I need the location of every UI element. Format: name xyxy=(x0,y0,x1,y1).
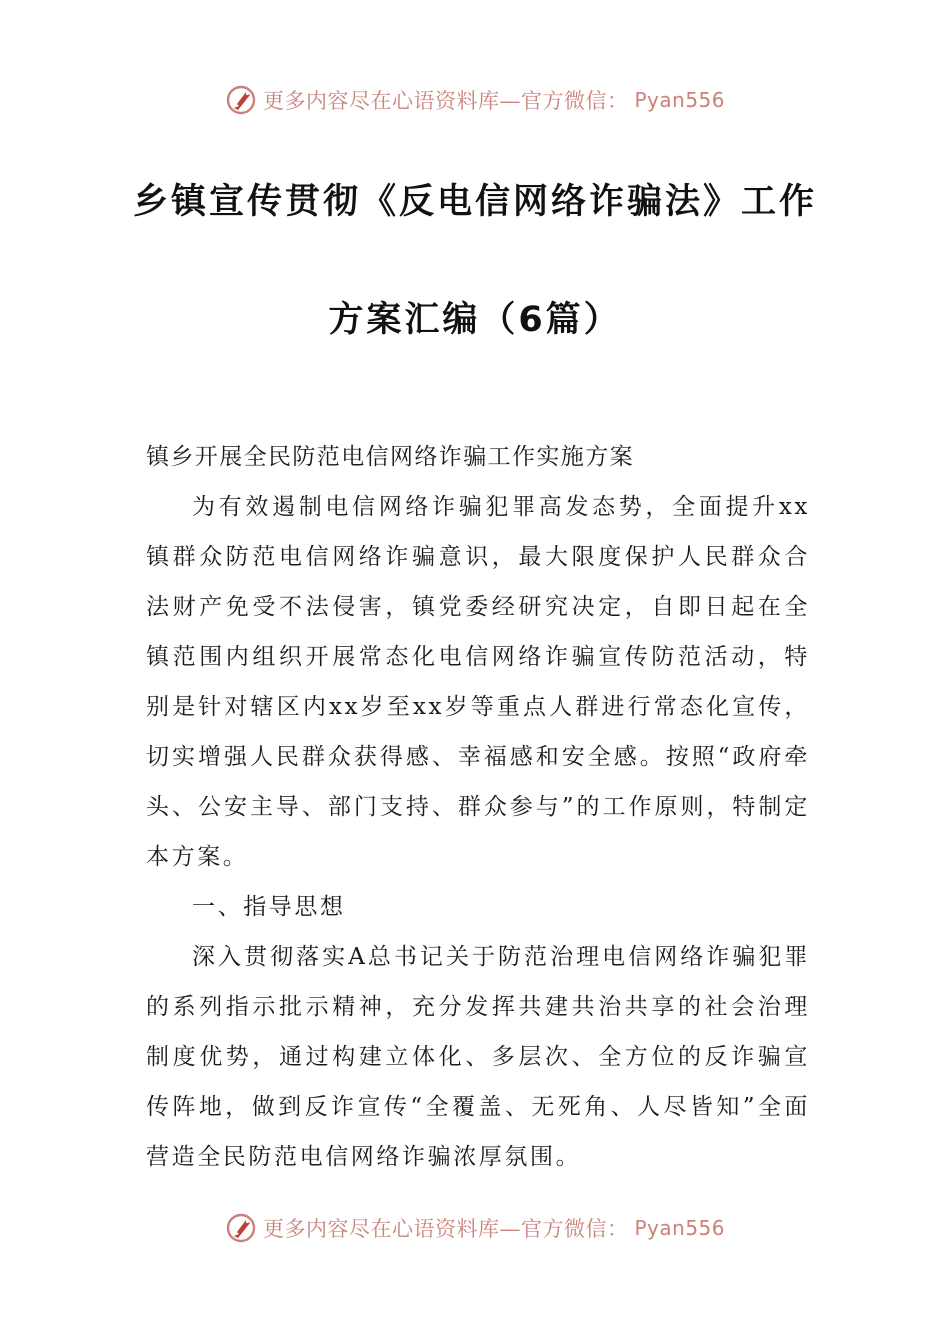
header-watermark xyxy=(0,84,950,116)
watermark-text: 更多内容尽在心语资料库—官方微信： xyxy=(262,1217,629,1241)
section-heading: 一、指导思想 xyxy=(192,894,346,920)
section-subtitle: 镇乡开展全民防范电信网络诈骗工作实施方案 xyxy=(146,444,634,470)
document-title-line-2: 方案汇编（6篇） xyxy=(328,300,622,340)
pen-logo-icon xyxy=(225,1212,257,1244)
guiding-thought-paragraph: 深入贯彻落实A总书记关于防范治理电信网络诈骗犯罪的系列指示批示精神，充分发挥共建共治共享的社会治理制度优势，通过构建立体化、多层次、全方位的反诈骗宣传阵地，做到反诈宣传“全覆盖、无死角、人尽皆知”全面营造全民防范电信网络诈骗浓厚氛围。 xyxy=(146,944,810,1170)
footer-watermark xyxy=(0,1212,950,1244)
pen-logo-icon xyxy=(225,84,257,116)
intro-paragraph: 为有效遏制电信网络诈骗犯罪高发态势，全面提升xx镇群众防范电信网络诈骗意识，最大限度保护人民群众合法财产免受不法侵害，镇党委经研究决定，自即日起在全镇范围内组织开展常态化电信网络诈骗宣传防范活动，特别是针对辖区内xx岁至xx岁等重点人群进行常态化宣传，切实增强人民群众获得感、幸福感和安全感。按照“政府牵头、公安主导、部门支持、群众参与”的工作原则，特制定本方案。 xyxy=(146,494,810,870)
document-body xyxy=(146,432,810,1182)
watermark-text: 更多内容尽在心语资料库—官方微信： xyxy=(262,89,629,113)
watermark-wechat-id: Pyan556 xyxy=(634,88,725,112)
document-title-line-1: 乡镇宣传贯彻《反电信网络诈骗法》工作 xyxy=(132,182,817,222)
watermark-wechat-id: Pyan556 xyxy=(634,1216,725,1240)
